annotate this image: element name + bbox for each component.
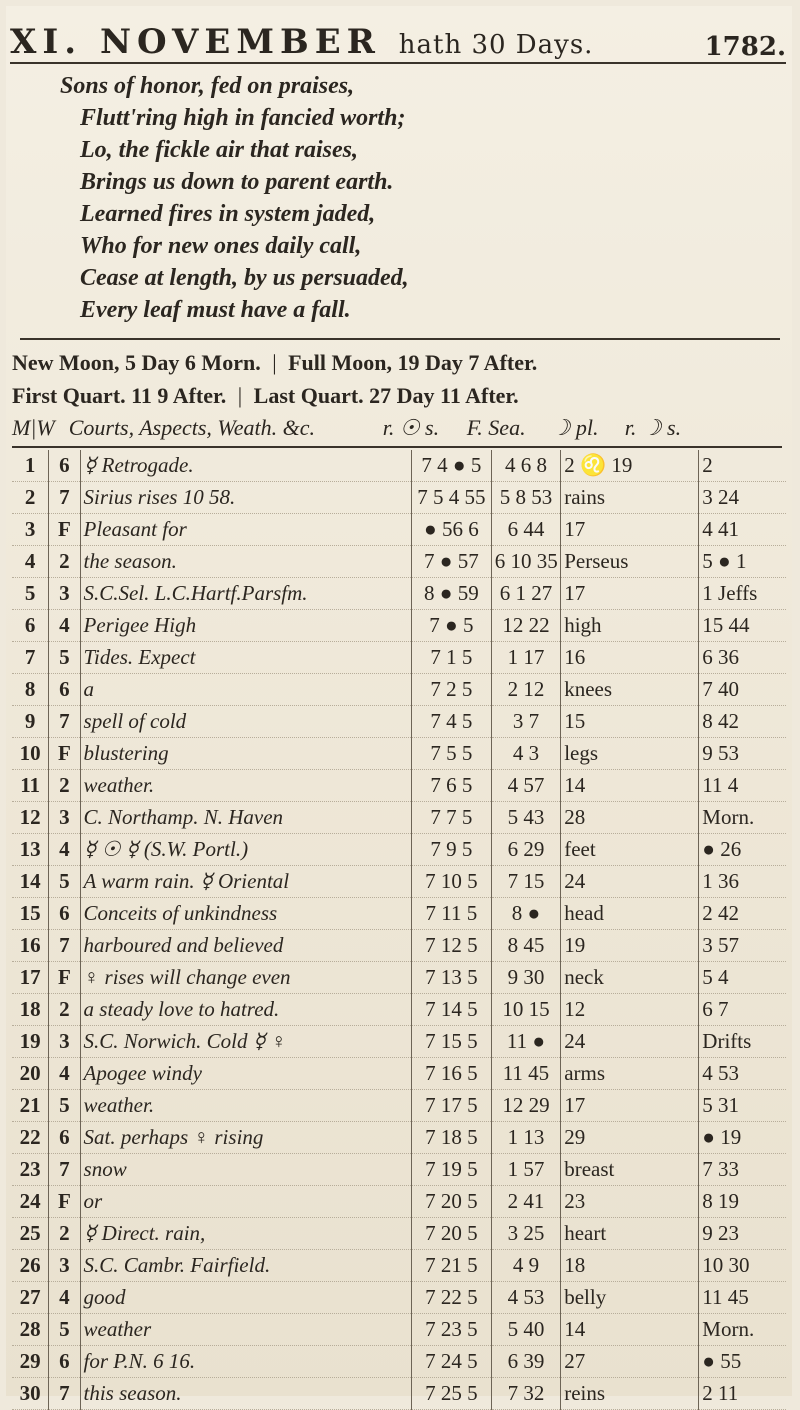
full-sea: 4 9 [491, 1250, 561, 1282]
aspect-weather: weather. [80, 770, 412, 802]
weekday: 6 [49, 450, 80, 482]
moon-rise-set: 2 11 [699, 1378, 786, 1410]
moon-rise-set: 9 53 [699, 738, 786, 770]
sun-rise-set: 7 21 5 [412, 1250, 492, 1282]
sun-rise-set: 7 23 5 [412, 1314, 492, 1346]
poem-line: Every leaf must have a fall. [80, 297, 351, 323]
full-sea: 5 43 [491, 802, 561, 834]
calendar-row [12, 1282, 786, 1314]
sun-rise-set: 7 15 5 [412, 1026, 492, 1058]
moon-place: feet [561, 834, 699, 866]
moon-rise-set: 3 24 [699, 482, 786, 514]
full-moon: Full Moon, 19 Day 7 After. [288, 350, 538, 375]
day-number: 28 [19, 1317, 41, 1341]
moon-place: arms [561, 1058, 699, 1090]
calendar-row [12, 482, 786, 514]
moon-rise-set: Morn. [699, 1314, 786, 1346]
weekday: F [49, 962, 80, 994]
calendar-row [12, 994, 786, 1026]
weekday: 5 [49, 1090, 80, 1122]
weekday: F [49, 738, 80, 770]
sun-rise-set: 7 14 5 [412, 994, 492, 1026]
calendar-row [12, 1250, 786, 1282]
poem-line: Who for new ones daily call, [80, 233, 362, 259]
weekday: 6 [49, 1346, 80, 1378]
sun-rise-set: 7 4 5 [412, 706, 492, 738]
moon-rise-set: 7 40 [699, 674, 786, 706]
aspect-weather: S.C. Cambr. Fairfield. [80, 1250, 412, 1282]
calendar-row [12, 546, 786, 578]
weekday: 7 [49, 930, 80, 962]
moon-place: 27 [561, 1346, 699, 1378]
day-number: 14 [19, 869, 41, 893]
col-rise: r. ☉ s. [382, 415, 440, 440]
moon-place: 14 [561, 770, 699, 802]
day-number: 24 [19, 1189, 41, 1213]
day-number: 17 [19, 965, 41, 989]
full-sea: 8 ● [491, 898, 561, 930]
aspect-weather: or [80, 1186, 412, 1218]
moon-rise-set: 5 ● 1 [699, 546, 786, 578]
poem-line: Sons of honor, fed on praises, [60, 73, 355, 99]
full-sea: 7 15 [491, 866, 561, 898]
weekday: 2 [49, 994, 80, 1026]
weekday: 6 [49, 674, 80, 706]
calendar-row [12, 1154, 786, 1186]
month-title [10, 22, 593, 62]
last-quarter: Last Quart. 27 Day 11 After. [253, 383, 519, 408]
sun-rise-set: 7 7 5 [412, 802, 492, 834]
moon-rise-set: 6 36 [699, 642, 786, 674]
moon-rise-set: ● 26 [699, 834, 786, 866]
calendar-row [12, 1026, 786, 1058]
moon-rise-set: 8 19 [699, 1186, 786, 1218]
aspect-weather: the season. [80, 546, 412, 578]
weekday: 7 [49, 1378, 80, 1410]
calendar-row [12, 1346, 786, 1378]
weekday: 7 [49, 706, 80, 738]
moon-place: 17 [561, 1090, 699, 1122]
aspect-weather: Sat. perhaps ♀ rising [80, 1122, 412, 1154]
full-sea: 8 45 [491, 930, 561, 962]
aspect-weather: C. Northamp. N. Haven [80, 802, 412, 834]
sun-rise-set: 7 12 5 [412, 930, 492, 962]
full-sea: 6 1 27 [491, 578, 561, 610]
aspect-weather: Conceits of unkindness [80, 898, 412, 930]
aspect-weather: ♀ rises will change even [80, 962, 412, 994]
full-sea: 7 32 [491, 1378, 561, 1410]
weekday: 3 [49, 802, 80, 834]
moon-rise-set: 2 [699, 450, 786, 482]
sun-rise-set: 7 10 5 [412, 866, 492, 898]
aspect-weather: this season. [80, 1378, 412, 1410]
aspect-weather: for P.N. 6 16. [80, 1346, 412, 1378]
weekday: 2 [49, 546, 80, 578]
aspect-weather: Perigee High [80, 610, 412, 642]
moon-place: 15 [561, 706, 699, 738]
moon-rise-set: 5 31 [699, 1090, 786, 1122]
calendar-row [12, 1186, 786, 1218]
full-sea: 12 22 [491, 610, 561, 642]
calendar-row [12, 674, 786, 706]
full-sea: 11 45 [491, 1058, 561, 1090]
full-sea: 4 3 [491, 738, 561, 770]
weekday: 7 [49, 482, 80, 514]
aspect-weather: a [80, 674, 412, 706]
weekday: 6 [49, 1122, 80, 1154]
full-sea: 6 39 [491, 1346, 561, 1378]
moon-rise-set: 7 33 [699, 1154, 786, 1186]
moon-place: 19 [561, 930, 699, 962]
day-number: 25 [19, 1221, 41, 1245]
day-number: 9 [24, 709, 36, 733]
day-number: 29 [19, 1349, 41, 1373]
sun-rise-set: 7 22 5 [412, 1282, 492, 1314]
day-number: 30 [19, 1381, 41, 1405]
aspect-weather: harboured and believed [80, 930, 412, 962]
sun-rise-set: 7 18 5 [412, 1122, 492, 1154]
day-number: 10 [19, 741, 41, 765]
column-headers [12, 410, 782, 446]
full-sea: 6 44 [491, 514, 561, 546]
calendar-row [12, 1090, 786, 1122]
col-days: M|W [12, 415, 55, 440]
moon-rise-set: 9 23 [699, 1218, 786, 1250]
day-number: 11 [20, 773, 41, 797]
day-number: 12 [19, 805, 41, 829]
full-sea: 5 8 53 [491, 482, 561, 514]
aspect-weather: good [80, 1282, 412, 1314]
aspect-weather: Pleasant for [80, 514, 412, 546]
full-sea: 10 15 [491, 994, 561, 1026]
weekday: 3 [49, 1250, 80, 1282]
day-number: 20 [19, 1061, 41, 1085]
moon-row-2: First Quart. 11 9 After. | Last Quart. 27 Day 11 After. [12, 383, 519, 408]
sun-rise-set: 7 19 5 [412, 1154, 492, 1186]
day-number: 23 [19, 1157, 41, 1181]
weekday: 4 [49, 1058, 80, 1090]
month-header [10, 12, 786, 64]
weekday: 4 [49, 834, 80, 866]
weekday: F [49, 514, 80, 546]
calendar-table [12, 450, 786, 1410]
calendar-row [12, 642, 786, 674]
day-number: 16 [19, 933, 41, 957]
full-sea: 4 53 [491, 1282, 561, 1314]
day-number: 19 [19, 1029, 41, 1053]
full-sea: 2 41 [491, 1186, 561, 1218]
sun-rise-set: 7 6 5 [412, 770, 492, 802]
day-number: 8 [24, 677, 36, 701]
day-number: 13 [19, 837, 41, 861]
moon-rise-set: 6 7 [699, 994, 786, 1026]
aspect-weather: Apogee windy [80, 1058, 412, 1090]
day-number: 4 [24, 549, 36, 573]
moon-place: Perseus [561, 546, 699, 578]
moon-place: 17 [561, 578, 699, 610]
aspect-weather: weather. [80, 1090, 412, 1122]
moon-place: 18 [561, 1250, 699, 1282]
calendar-row [12, 834, 786, 866]
moon-rise-set: 2 42 [699, 898, 786, 930]
day-number: 26 [19, 1253, 41, 1277]
poem-block [20, 70, 780, 340]
sun-rise-set: 7 ● 57 [412, 546, 492, 578]
calendar-row [12, 770, 786, 802]
day-number: 18 [19, 997, 41, 1021]
sun-rise-set: 7 24 5 [412, 1346, 492, 1378]
moon-rise-set: 8 42 [699, 706, 786, 738]
calendar-row [12, 898, 786, 930]
moon-row-1: New Moon, 5 Day 6 Morn. | Full Moon, 19 Day 7 After. [12, 350, 538, 375]
calendar-row [12, 962, 786, 994]
col-sea: F. Sea. [466, 415, 526, 440]
calendar-row [12, 930, 786, 962]
moon-rise-set: 11 45 [699, 1282, 786, 1314]
moon-place: 28 [561, 802, 699, 834]
weekday: 6 [49, 898, 80, 930]
new-moon: New Moon, 5 Day 6 Morn. [12, 350, 261, 375]
aspect-weather: a steady love to hatred. [80, 994, 412, 1026]
weekday: 5 [49, 1314, 80, 1346]
almanac-page [6, 6, 792, 1405]
aspect-weather: Tides. Expect [80, 642, 412, 674]
moon-rise-set: 15 44 [699, 610, 786, 642]
moon-place: head [561, 898, 699, 930]
moon-rise-set: 4 41 [699, 514, 786, 546]
moon-place: belly [561, 1282, 699, 1314]
aspect-weather: ☿ Direct. rain, [80, 1218, 412, 1250]
moon-place: breast [561, 1154, 699, 1186]
weekday: 4 [49, 610, 80, 642]
poem-line: Lo, the fickle air that raises, [80, 137, 358, 163]
full-sea: 11 ● [491, 1026, 561, 1058]
calendar-row [12, 1218, 786, 1250]
day-number: 7 [24, 645, 36, 669]
sun-rise-set: 7 4 ● 5 [412, 450, 492, 482]
weekday: 7 [49, 1154, 80, 1186]
moon-place: 23 [561, 1186, 699, 1218]
full-sea: 1 57 [491, 1154, 561, 1186]
moon-rise-set: 4 53 [699, 1058, 786, 1090]
sun-rise-set: 8 ● 59 [412, 578, 492, 610]
moon-place: heart [561, 1218, 699, 1250]
aspect-weather: snow [80, 1154, 412, 1186]
moon-place: high [561, 610, 699, 642]
col-deg: r. ☽ s. [624, 415, 682, 440]
moon-rise-set: Drifts [699, 1026, 786, 1058]
moon-rise-set: 5 4 [699, 962, 786, 994]
sun-rise-set: 7 2 5 [412, 674, 492, 706]
moon-place: 16 [561, 642, 699, 674]
moon-rise-set: 11 4 [699, 770, 786, 802]
sun-rise-set: 7 16 5 [412, 1058, 492, 1090]
day-number: 3 [24, 517, 36, 541]
moon-place: 29 [561, 1122, 699, 1154]
moon-place: legs [561, 738, 699, 770]
aspect-weather: S.C.Sel. L.C.Hartf.Parsfm. [80, 578, 412, 610]
calendar-row [12, 514, 786, 546]
aspect-weather: A warm rain. ☿ Oriental [80, 866, 412, 898]
aspect-weather: weather [80, 1314, 412, 1346]
full-sea: 6 29 [491, 834, 561, 866]
day-number: 27 [19, 1285, 41, 1309]
poem-line: Learned fires in system jaded, [80, 201, 376, 227]
col-aspects: Courts, Aspects, Weath. &c. [68, 415, 315, 440]
sun-rise-set: 7 20 5 [412, 1186, 492, 1218]
aspect-weather: spell of cold [80, 706, 412, 738]
weekday: 5 [49, 642, 80, 674]
aspect-weather: ☿ Retrogade. [80, 450, 412, 482]
aspect-weather: blustering [80, 738, 412, 770]
calendar-row [12, 450, 786, 482]
calendar-row [12, 802, 786, 834]
day-number: 22 [19, 1125, 41, 1149]
sun-rise-set: 7 11 5 [412, 898, 492, 930]
calendar-row [12, 578, 786, 610]
full-sea: 3 7 [491, 706, 561, 738]
sun-rise-set: 7 5 4 55 [412, 482, 492, 514]
calendar-row [12, 1058, 786, 1090]
poem-line: Flutt'ring high in fancied worth; [80, 105, 406, 131]
moon-place: 17 [561, 514, 699, 546]
col-place: ☽ pl. [550, 415, 599, 440]
full-sea: 6 10 35 [491, 546, 561, 578]
moon-rise-set: ● 19 [699, 1122, 786, 1154]
poem-line: Brings us down to parent earth. [80, 169, 394, 195]
poem-line: Cease at length, by us persuaded, [80, 265, 409, 291]
full-sea: 4 6 8 [491, 450, 561, 482]
weekday: 5 [49, 866, 80, 898]
sun-rise-set: 7 17 5 [412, 1090, 492, 1122]
calendar-row [12, 610, 786, 642]
full-sea: 1 13 [491, 1122, 561, 1154]
weekday: 3 [49, 1026, 80, 1058]
moon-rise-set: ● 55 [699, 1346, 786, 1378]
full-sea: 9 30 [491, 962, 561, 994]
day-number: 15 [19, 901, 41, 925]
full-sea: 3 25 [491, 1218, 561, 1250]
moon-place: 12 [561, 994, 699, 1026]
sun-rise-set: 7 13 5 [412, 962, 492, 994]
weekday: 2 [49, 770, 80, 802]
full-sea: 2 12 [491, 674, 561, 706]
moon-place: 24 [561, 1026, 699, 1058]
aspect-weather: ☿ ☉ ☿ (S.W. Portl.) [80, 834, 412, 866]
sun-rise-set: 7 20 5 [412, 1218, 492, 1250]
moon-place: knees [561, 674, 699, 706]
day-number: 2 [24, 485, 36, 509]
full-sea: 12 29 [491, 1090, 561, 1122]
sun-rise-set: ● 56 6 [412, 514, 492, 546]
calendar-row [12, 1314, 786, 1346]
first-quarter: First Quart. 11 9 After. [12, 383, 227, 408]
moon-place: neck [561, 962, 699, 994]
full-sea: 5 40 [491, 1314, 561, 1346]
sun-rise-set: 7 ● 5 [412, 610, 492, 642]
full-sea: 1 17 [491, 642, 561, 674]
aspect-weather: S.C. Norwich. Cold ☿ ♀ [80, 1026, 412, 1058]
moon-rise-set: 10 30 [699, 1250, 786, 1282]
day-number: 5 [24, 581, 36, 605]
month-name: XI. NOVEMBER [10, 22, 381, 62]
calendar-row [12, 1122, 786, 1154]
aspect-weather: Sirius rises 10 58. [80, 482, 412, 514]
month-subtitle: hath 30 Days. [398, 30, 594, 60]
moon-place: 24 [561, 866, 699, 898]
sun-rise-set: 7 25 5 [412, 1378, 492, 1410]
moon-place: rains [561, 482, 699, 514]
sun-rise-set: 7 5 5 [412, 738, 492, 770]
day-number: 21 [19, 1093, 41, 1117]
weekday: 3 [49, 578, 80, 610]
day-number: 1 [24, 453, 36, 477]
moon-rise-set: 1 36 [699, 866, 786, 898]
calendar-row [12, 738, 786, 770]
moon-rise-set: 3 57 [699, 930, 786, 962]
weekday: 2 [49, 1218, 80, 1250]
weekday: F [49, 1186, 80, 1218]
moon-rise-set: Morn. [699, 802, 786, 834]
weekday: 4 [49, 1282, 80, 1314]
moon-rise-set: 1 Jeffs [699, 578, 786, 610]
sun-rise-set: 7 9 5 [412, 834, 492, 866]
moon-place: 14 [561, 1314, 699, 1346]
day-number: 6 [24, 613, 36, 637]
moon-place: 2 ♌ 19 [561, 450, 699, 482]
calendar-row [12, 866, 786, 898]
moon-place: reins [561, 1378, 699, 1410]
sun-rise-set: 7 1 5 [412, 642, 492, 674]
calendar-row [12, 706, 786, 738]
full-sea: 4 57 [491, 770, 561, 802]
year-label: 1782. [704, 32, 786, 62]
